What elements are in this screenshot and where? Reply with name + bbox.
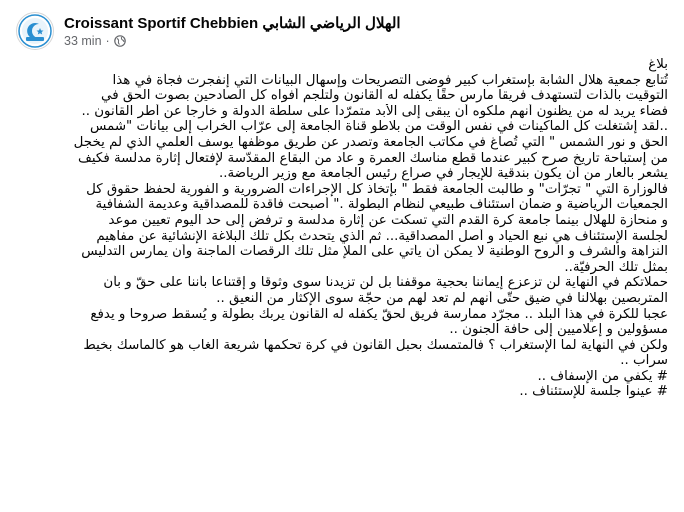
post-meta [64, 14, 401, 48]
post-line: الجمعيات الرياضية و ضمان استئناف طبيعي لنظام البطولة ." أصبحت فاقدة للمصداقية وعديمة الشفافية [95, 197, 668, 213]
page-name[interactable]: Croissant Sportif Chebbien الهلال الرياضي الشابي [64, 15, 401, 32]
post-line: ..لقد إشتغلت كل الماكينات في نفس الوقت من بلاطو قناة الجامعة إلى عرّاب الخراب إلى بيانات "شمس [90, 119, 668, 135]
post-line: المتربصين بهلالنا في ضيق حتّى أنهم لم تعد لهم من حجّة سوى الإكثار من النعيق .. [216, 290, 668, 306]
post-line: مسؤولين و إعلاميين إلى حافة الجنون .. [449, 322, 668, 338]
post-line: فضاء يريد له من يظنون أنهم ملكوه أن يبقى إلى الأبد متمرّدا على سلطة الدولة و خارجا عن أطر القانون .. [81, 103, 668, 119]
page-avatar[interactable] [16, 12, 54, 50]
post-line: يشعر بالعار من أن يكون بندقية للإيجار في صراع رئيس الجامعة مع وزير الرياضة.. [218, 166, 668, 182]
post-line: و منحازة للهلال بينما جامعة كرة القدم التي تسكت عن إثارة مدلّسة و ترفض إلى حد اليوم تعيين موعد [108, 212, 668, 228]
post-line: تُتابع جمعية هلال الشابة بإستغراب كبير فوضى التصريحات وإسهال البيانات التي إنفجرت فجأة في هذا [112, 72, 668, 88]
post-line: # يكفي من الإسفاف .. [537, 368, 668, 384]
post-line: النزاهة والشرف و الروح الوطنية لا يمكن أن يأتي على الملإ مثل تلك الرقصات الماجنة وأن يمارس التدليس [81, 244, 668, 260]
post-header [16, 10, 401, 52]
post-line: التوقيت بالذات لتستهدف فريقا مارس حقًا يكفله له القانون ولتلجم أفواه كل الصادحين بصوت الحق في [101, 88, 668, 104]
post-line: ولكن في النهاية لما الإستغراب ؟ فالمتمسك بحبل القانون في كرة تحكمها شريعة الغاب هو كالماسك بخيط [83, 337, 668, 353]
post-line: # عينوا جلسة للإستئناف .. [519, 384, 668, 400]
post-line: فالوزارة التي " تجرّأت" و طالبت الجامعة فقط " بإتخاذ كل الإجراءات الضرورية و الفورية لحفظ حقوق كل [86, 181, 668, 197]
post-line: من إستباحة تاريخ صرح كبير عندما قطع مناسك العمرة و عاد من البقاع المقدّسة لإفتعال إثارة مدلّسة فكيف [78, 150, 668, 166]
separator-dot: · [105, 34, 110, 48]
post-line: سراب .. [620, 353, 668, 369]
club-logo-icon [18, 14, 52, 48]
post-line: حملاتكم في النهاية لن تزعزع إيماننا بحجية موقفنا بل لن تزيدنا سوى وثوقا و إقتناعا بأننا على حقّ و بأن [103, 275, 668, 291]
globe-icon [114, 35, 126, 47]
post-timestamp[interactable]: 33 min [64, 34, 102, 48]
post-line: عجبا للكرة في هذا البلد .. مجرّد ممارسة فريق لحقّ يكفله له القانون يربك بطولة و يُسقط صروحا و يدفع [90, 306, 668, 322]
post-line: لجلسة الإستئناف هي نبع الحياد و أصل المصداقية... ثم الذي يتحدث بكل تلك البلاغة الإنشائية عن مفاهيم [96, 228, 668, 244]
post-subline [64, 34, 401, 48]
post-body [10, 57, 668, 400]
post-line: الحق و نور الشمس " التي تُصاغ في مكاتب الجامعة وتصدر عن طريق موظفها يوسف العلمي الذي لم يخجل [73, 134, 668, 150]
post-line: بمثل تلك الحرفيّة.. [564, 259, 668, 275]
post-line: بلاغ [648, 57, 668, 72]
